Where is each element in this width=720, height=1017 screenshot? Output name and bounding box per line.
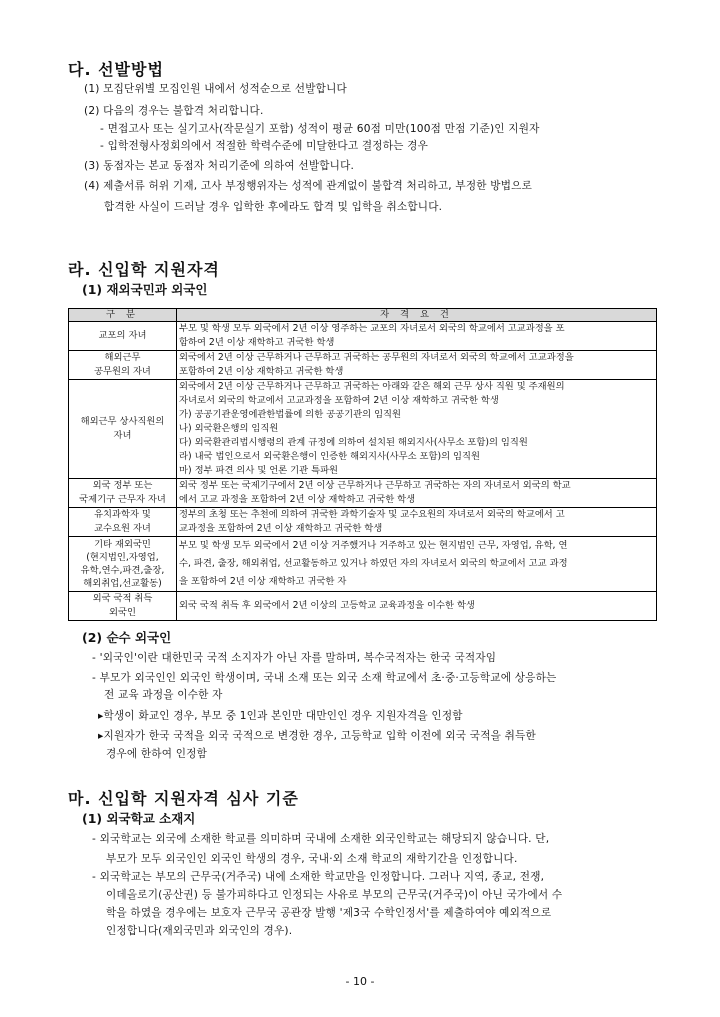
table-header-row: [69, 309, 657, 322]
category-cell: 외국 정부 또는 국제기구 근무자 자녀: [69, 479, 177, 508]
table-row: [69, 508, 657, 537]
text-line: ▸지원자가 한국 국적을 외국 국적으로 변경한 경우, 고등학교 입학 이전에 외국 국적을 취득한: [98, 730, 536, 742]
subsection-title: (1) 재외국민과 외국인: [82, 282, 208, 297]
requirement-cell: 외국 국적 취득 후 외국에서 2년 이상의 고등학교 교육과정을 이수한 학생: [177, 592, 657, 621]
text-line: - 입학전형사정회의에서 적절한 학력수준에 미달한다고 결정하는 경우: [100, 140, 428, 152]
table-row: [69, 351, 657, 380]
category-cell: 외국 국적 취득 외국인: [69, 592, 177, 621]
requirement-cell: 정부의 초청 또는 추천에 의하여 귀국한 과학기술자 및 교수요원의 자녀로서 외국의 학교에서 고 교과정을 포함하여 2년 이상 재학하고 귀국한 학생: [177, 508, 657, 537]
section-title-eligibility: 라. 신입학 지원자격: [68, 260, 220, 279]
table-row: [69, 322, 657, 351]
text-line: (3) 동점자는 본교 동점자 처리기준에 의하여 선발합니다.: [84, 160, 355, 172]
requirement-cell: 부모 및 학생 모두 외국에서 2년 이상 영주하는 교포의 자녀로서 외국의 학교에서 고교과정을 포 함하여 2년 이상 재학하고 귀국한 학생: [177, 322, 657, 351]
requirement-cell: 외국에서 2년 이상 근무하거나 근무하고 귀국하는 공무원의 자녀로서 외국의 학교에서 고교과정을 포함하여 2년 이상 재학하고 귀국한 학생: [177, 351, 657, 380]
text-line: (1) 모집단위별 모집인원 내에서 성적순으로 선발합니다: [84, 83, 347, 95]
table-header: 구 분: [69, 309, 177, 322]
text-line: - 부모가 외국인인 외국인 학생이며, 국내 소재 또는 외국 소재 학교에서 초·중·고등학교에 상응하는: [92, 672, 557, 684]
requirement-cell: 외국 정부 또는 국제기구에서 2년 이상 근무하거나 근무하고 귀국하는 자의 자녀로서 외국의 학교 에서 고교 과정을 포함하여 2년 이상 재학하고 귀국한 학생: [177, 479, 657, 508]
subsection-title: (2) 순수 외국인: [82, 630, 172, 645]
text-line: 부모가 모두 외국인인 외국인 학생의 경우, 국내·외 소재 학교의 재학기간을 인정합니다.: [106, 853, 518, 865]
category-cell: 해외근무 공무원의 자녀: [69, 351, 177, 380]
table-row: [69, 479, 657, 508]
category-cell: 기타 재외국민 (현지법인,자영업, 유학,연수,파견,출장, 해외취업,선교활동): [69, 537, 177, 592]
requirement-cell: 부모 및 학생 모두 외국에서 2년 이상 거주했거나 거주하고 있는 현지법인 근무, 자영업, 유학, 연 수, 파견, 출장, 해외취업, 선교활동하고 있거나 하였던 자의 자녀로서 외국의 학교에서 고교 과정 을 포함하여 2년 이상 재학하고 귀국한 자: [177, 537, 657, 592]
text-line: - 외국학교는 외국에 소재한 학교를 의미하며 국내에 소재한 외국인학교는 해당되지 않습니다. 단,: [92, 833, 550, 845]
text-line: 학을 하였을 경우에는 보호자 근무국 공관장 발행 '제3국 수학인정서'를 제출하여야 예외적으로: [106, 907, 552, 919]
requirement-cell: 외국에서 2년 이상 근무하거나 근무하고 귀국하는 아래와 같은 해외 근무 상사 직원 및 주재원의 자녀로서 외국의 학교에서 고교과정을 포함하여 2년 이상 재학하고 귀국한 학생 가) 공공기관운영에관한법률에 의한 공공기관의 임직원 나) 외국환은행의 임직원 다) 외국환관리법시행령의 관계 규정에 의하여 설치된 해외지사(사무소 포함)의 임직원 라) 내국 법인으로서 외국환은행이 인증한 해외지사(사무소 포함)의 임직원 마) 정부 파견 의사 및 언론 기관 특파원: [177, 380, 657, 479]
text-line: 경우에 한하여 인정함: [106, 748, 208, 760]
text-line: 합격한 사실이 드러날 경우 입학한 후에라도 합격 및 입학을 취소합니다.: [104, 201, 443, 213]
table-header: 자 격 요 건: [177, 309, 657, 322]
category-cell: 교포의 자녀: [69, 322, 177, 351]
category-cell: 해외근무 상사직원의 자녀: [69, 380, 177, 479]
subsection-title: (1) 외국학교 소재지: [82, 811, 196, 826]
text-line: - 면접고사 또는 실기고사(작문실기 포함) 성적이 평균 60점 미만(100점 만점 기준)인 지원자: [100, 123, 540, 135]
text-line: - '외국인'이란 대한민국 국적 소지자가 아닌 자를 말하며, 복수국적자는 한국 국적자임: [92, 652, 497, 664]
section-title-selection: 다. 선발방법: [68, 60, 164, 79]
text-line: 전 교육 과정을 이수한 자: [104, 689, 223, 701]
text-line: ▸학생이 화교인 경우, 부모 중 1인과 본인만 대만인인 경우 지원자격을 인정함: [98, 710, 463, 722]
section-title-review-criteria: 마. 신입학 지원자격 심사 기준: [68, 789, 299, 808]
text-line: 이데올로기(공산권) 등 불가피하다고 인정되는 사유로 부모의 근무국(거주국)이 아닌 국가에서 수: [106, 889, 563, 901]
text-line: - 외국학교는 부모의 근무국(거주국) 내에 소재한 학교만을 인정합니다. 그러나 지역, 종교, 전쟁,: [92, 871, 545, 883]
table-row: [69, 380, 657, 479]
table-row: [69, 592, 657, 621]
text-line: (2) 다음의 경우는 불합격 처리합니다.: [84, 105, 264, 117]
text-line: (4) 제출서류 허위 기재, 고사 부정행위자는 성적에 관계없이 불합격 처리하고, 부정한 방법으로: [84, 180, 533, 192]
page-number: - 10 -: [345, 975, 375, 988]
category-cell: 유치과학자 및 교수요원 자녀: [69, 508, 177, 537]
eligibility-table: [68, 308, 657, 621]
table-row: [69, 537, 657, 592]
text-line: 인정합니다(재외국민과 외국인의 경우).: [106, 925, 293, 937]
